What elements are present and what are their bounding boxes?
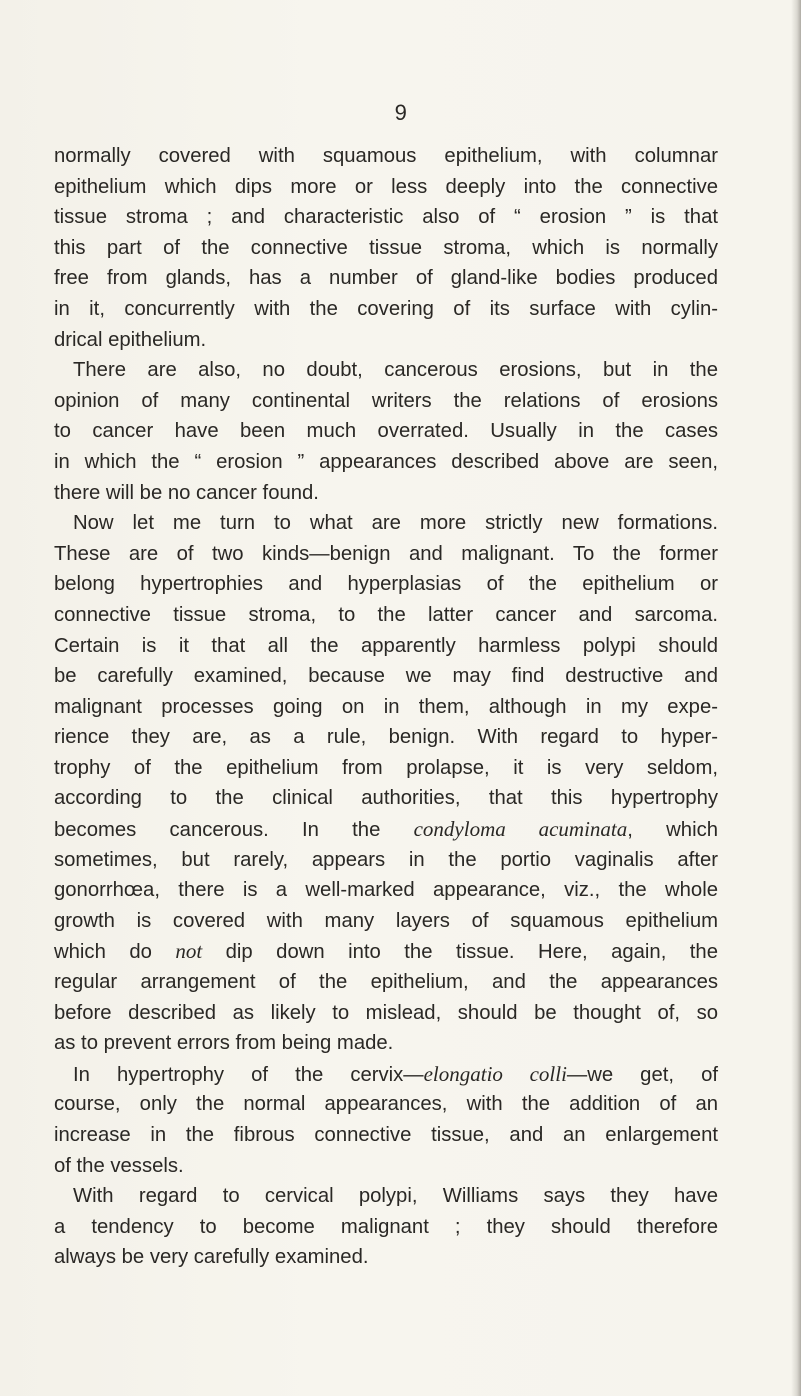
- line-text: tissue stroma ; and characteristic also of “ erosion ” is that: [54, 206, 718, 229]
- text-line: [54, 936, 718, 967]
- text-line: [54, 753, 718, 784]
- text-line: [54, 783, 718, 814]
- line-text: be carefully examined, because we may find destructive and: [54, 665, 718, 688]
- text-line: [54, 814, 718, 845]
- line-text: in it, concurrently with the covering of its surface with cylin-: [54, 297, 718, 320]
- line-text: There are also, no doubt, cancerous erosions, but in the: [73, 359, 718, 382]
- text-line: [54, 1212, 718, 1243]
- line-text: increase in the fibrous connective tissue, and an enlargement: [54, 1124, 718, 1146]
- text-line: [54, 386, 718, 417]
- text-line: [54, 906, 718, 937]
- italic-term: not: [175, 939, 203, 964]
- page-number: 9: [394, 100, 408, 125]
- line-text: Certain is it that all the apparently harmless polypi should: [54, 634, 718, 657]
- text-line: [54, 202, 718, 233]
- text-line: [54, 1059, 718, 1090]
- line-text: always be very carefully examined.: [54, 1246, 369, 1269]
- line-text: according to the clinical authorities, that this hypertrophy: [54, 787, 718, 810]
- line-text: With regard to cervical polypi, Williams says they have: [73, 1185, 718, 1208]
- text-line: [54, 508, 718, 539]
- text-line: [54, 325, 718, 356]
- text-line: [54, 478, 718, 509]
- text-line: [54, 539, 718, 570]
- line-text: Now let me turn to what are more strictly new formations.: [73, 512, 718, 535]
- line-text: becomes cancerous. In the: [54, 819, 414, 842]
- line-text: gonorrhœa, there is a well-marked appearance, viz., the whole: [54, 879, 718, 902]
- line-text: as to prevent errors from being made.: [54, 1032, 394, 1055]
- line-text-continued: , which: [627, 819, 719, 842]
- text-line: [54, 416, 718, 447]
- line-text: in which the “ erosion ” appearances described above are seen,: [54, 450, 718, 473]
- line-text: course, only the normal appearances, with the addition of an: [54, 1093, 718, 1116]
- line-text-continued: —we get, of: [566, 1063, 718, 1086]
- text-line: [54, 1089, 718, 1120]
- line-text: before described as likely to mislead, should be thought of, so: [54, 1001, 718, 1024]
- line-text: trophy of the epithelium from prolapse, it is very seldom,: [54, 756, 718, 779]
- text-line: [54, 1120, 718, 1151]
- line-text: free from glands, has a number of gland-like bodies produced: [54, 267, 718, 290]
- line-text: malignant processes going on in them, although in my expe-: [54, 695, 718, 718]
- text-line: [54, 692, 718, 723]
- line-text: In hypertrophy of the cervix—: [73, 1063, 424, 1086]
- text-line: [54, 1028, 718, 1059]
- text-line: [54, 569, 718, 600]
- text-line: [54, 355, 718, 386]
- line-text: which do: [54, 941, 176, 964]
- text-line: [54, 294, 718, 325]
- line-text: These are of two kinds—benign and malignant. To the former: [54, 542, 718, 565]
- body-text: [54, 141, 718, 1273]
- line-text: growth is covered with many layers of squamous epithelium: [54, 909, 718, 932]
- text-line: [54, 172, 718, 203]
- text-line: [54, 875, 718, 906]
- line-text: rience they are, as a rule, benign. With regard to hyper-: [54, 726, 718, 749]
- line-text: opinion of many continental writers the relations of erosions: [54, 389, 718, 412]
- text-line: [54, 263, 718, 294]
- text-line: [54, 631, 718, 662]
- line-text: sometimes, but rarely, appears in the portio vaginalis after: [54, 848, 718, 871]
- text-line: [54, 998, 718, 1029]
- text-line: [54, 141, 718, 172]
- italic-term: elongatio colli: [423, 1061, 567, 1086]
- text-line: [54, 600, 718, 631]
- text-line: [54, 845, 718, 876]
- line-text: regular arrangement of the epithelium, and the appearances: [54, 971, 718, 994]
- text-line: [54, 722, 718, 753]
- text-line: [54, 1181, 718, 1212]
- line-text-continued: dip down into the tissue. Here, again, the: [202, 941, 718, 964]
- line-text: a tendency to become malignant ; they should therefore: [54, 1215, 718, 1238]
- page-edge-shadow: [791, 0, 801, 1396]
- line-text: epithelium which dips more or less deeply into the connective: [54, 175, 718, 198]
- line-text: this part of the connective tissue stroma, which is normally: [54, 236, 718, 259]
- line-text: drical epithelium.: [54, 328, 207, 351]
- text-line: [54, 447, 718, 478]
- italic-term: condyloma acuminata: [413, 817, 628, 842]
- line-text: to cancer have been much overrated. Usually in the cases: [54, 420, 718, 443]
- text-line: [54, 967, 718, 998]
- line-text: of the vessels.: [54, 1154, 184, 1177]
- text-line: [54, 661, 718, 692]
- text-line: [54, 1242, 718, 1273]
- text-line: [54, 233, 718, 264]
- line-text: there will be no cancer found.: [54, 481, 319, 504]
- line-text: belong hypertrophies and hyperplasias of the epithelium or: [54, 573, 718, 596]
- text-line: [54, 1151, 718, 1182]
- line-text: normally covered with squamous epithelium, with columnar: [54, 145, 718, 167]
- line-text: connective tissue stroma, to the latter cancer and sarcoma.: [54, 603, 718, 626]
